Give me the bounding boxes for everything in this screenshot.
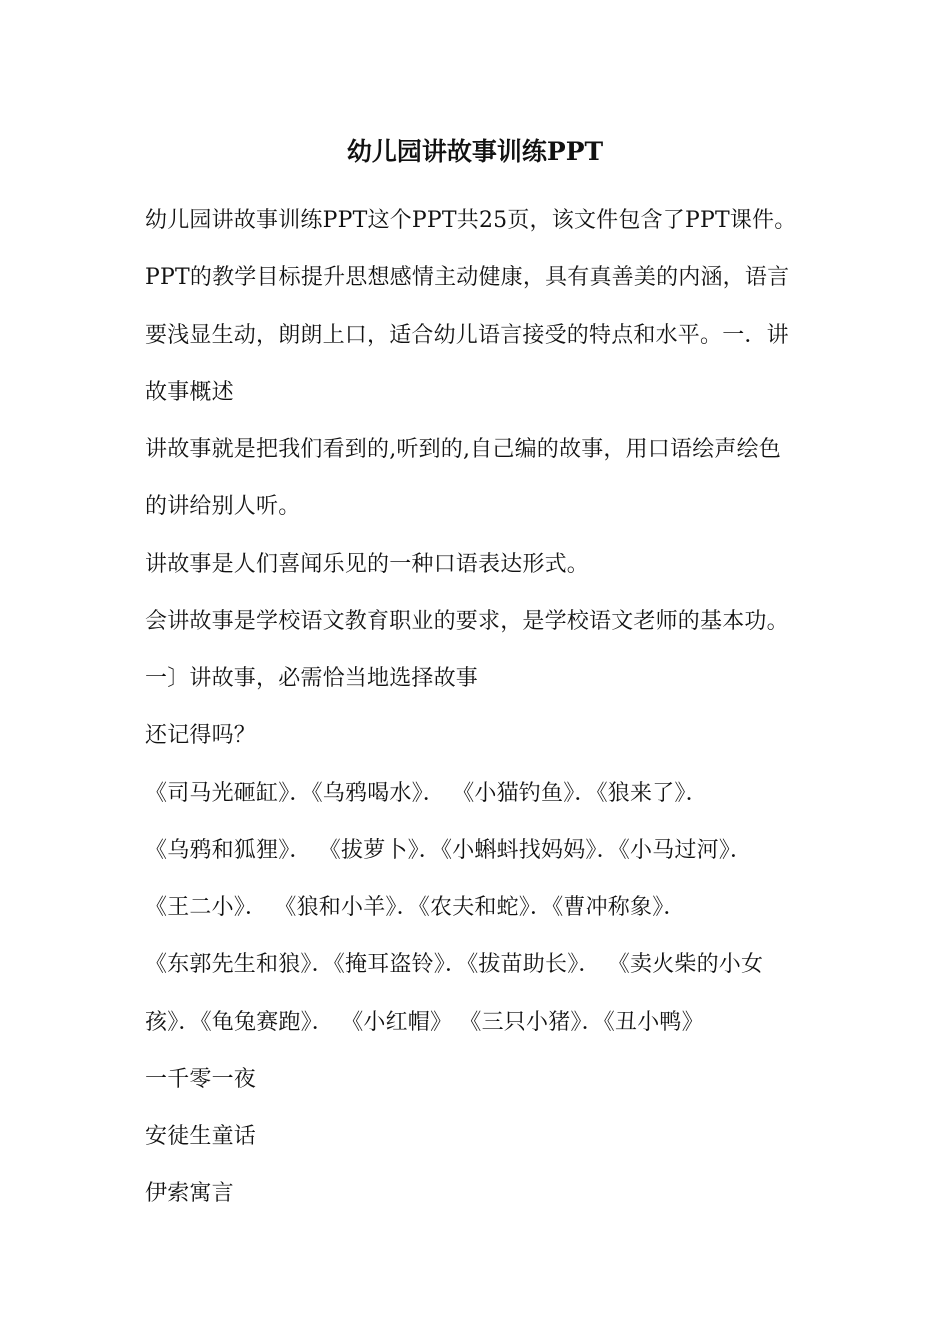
story-list-line-3: 《王二小》． 《狼和小羊》．《农夫和蛇》．《曹冲称象》． <box>145 895 686 920</box>
form-line: 讲故事是人们喜闻乐见的一种口语表达形式。 <box>145 552 590 577</box>
intro-line-3: 要浅显生动，朗朗上口，适合幼儿语言接受的特点和水平。一．讲 <box>145 323 789 348</box>
document-title: 幼儿园讲故事训练PPT <box>346 137 604 166</box>
intro-line-2: PPT的教学目标提升思想感情主动健康，具有真善美的内涵，语言 <box>145 265 790 290</box>
definition-line-1: 讲故事就是把我们看到的,听到的,自己编的故事，用口语绘声绘色 <box>145 437 781 462</box>
question-line: 还记得吗？ <box>145 723 257 748</box>
definition-line-2: 的讲给别人听。 <box>145 494 301 519</box>
collection-line-1: 一千零一夜 <box>145 1067 257 1092</box>
story-list-line-5: 孩》．《龟兔赛跑》． 《小红帽》 《三只小猪》．《丑小鸭》 <box>145 1010 704 1035</box>
section-heading-line: 故事概述 <box>145 380 234 405</box>
subsection-heading-line: 一〕讲故事，必需恰当地选择故事 <box>145 666 479 691</box>
story-list-line-1: 《司马光砸缸》．《乌鸦喝水》． 《小猫钓鱼》．《狼来了》． <box>145 781 708 806</box>
collection-line-3: 伊索寓言 <box>145 1181 234 1206</box>
requirement-line: 会讲故事是学校语文教育职业的要求，是学校语文老师的基本功。 <box>145 609 789 634</box>
story-list-line-4: 《东郭先生和狼》．《掩耳盗铃》．《拔苗助长》． 《卖火柴的小女 <box>145 952 764 977</box>
story-list-line-2: 《乌鸦和狐狸》． 《拔萝卜》．《小蝌蚪找妈妈》．《小马过河》． <box>145 838 753 863</box>
intro-line-1: 幼儿园讲故事训练PPT这个PPT共25页，该文件包含了PPT课件。 <box>145 208 797 233</box>
collection-line-2: 安徒生童话 <box>145 1124 257 1149</box>
